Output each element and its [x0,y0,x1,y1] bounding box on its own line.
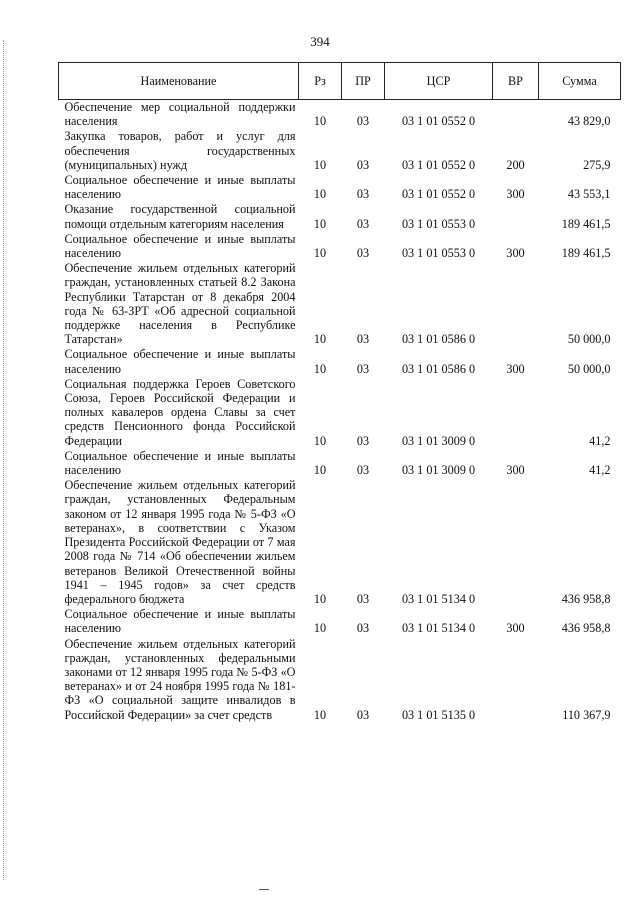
cell-pr: 03 [356,361,370,376]
table-row [59,261,621,347]
cell-vr [493,478,539,607]
cell-csr: 03 1 01 5134 0 [401,621,476,636]
cell-sum: 41,2 [589,433,611,448]
table-body [59,100,621,723]
cell-name: Социальное обеспечение и иные выплаты населению [64,173,296,202]
cell-name: Социальное обеспечение и иные выплаты населению [64,231,296,261]
table-row [59,173,621,202]
cell-pr: 03 [356,187,370,202]
cell-pr: 03 [356,216,370,231]
cell-rz: 10 [313,707,327,722]
cell-vr: 300 [506,187,525,202]
cell-csr: 03 1 01 3009 0 [401,433,476,448]
cell-rz: 10 [313,591,327,606]
cell-name: Закупка товаров, работ и услуг для обеспечения государственных (муниципальных) нужд [64,129,296,172]
cell-sum: 110 367,9 [562,707,611,722]
cell-pr: 03 [356,463,370,478]
cell-sum: 43 829,0 [567,114,611,129]
cell-rz: 10 [313,463,327,478]
table-row [59,637,621,723]
table-row [59,129,621,173]
cell-csr: 03 1 01 0553 0 [401,216,476,231]
cell-sum: 189 461,5 [561,246,611,261]
cell-pr: 03 [356,332,370,347]
table-row [59,377,621,449]
cell-name: Обеспечение жильем отдельных категорий граждан, установленных федеральными законами от 12 января 1995 года № 5-ФЗ «О ветеранах» и от 24 ноября 1995 года № 181-ФЗ «О социальной защите инвалидов в Российской Федерации» за счет средств [64,636,296,722]
header-rz: Рз [299,63,342,100]
cell-vr: 300 [506,463,525,478]
cell-vr [493,637,539,723]
cell-rz: 10 [313,332,327,347]
header-pr: ПР [342,63,385,100]
cell-sum: 275,9 [583,157,611,172]
cell-csr: 03 1 01 0552 0 [401,187,476,202]
header-vr: ВР [493,63,539,100]
header-name: Наименование [59,63,299,100]
cell-rz: 10 [313,621,327,636]
scan-edge-line [3,40,4,880]
table-row [59,607,621,636]
cell-sum: 41,2 [589,463,611,478]
cell-pr: 03 [356,433,370,448]
table-row [59,478,621,607]
cell-csr: 03 1 01 0552 0 [401,157,476,172]
cell-vr: 300 [506,361,525,376]
cell-vr [493,202,539,231]
cell-csr: 03 1 01 0586 0 [401,361,476,376]
table-header [59,63,621,100]
cell-vr [493,100,539,130]
cell-pr: 03 [356,707,370,722]
cell-csr: 03 1 01 3009 0 [401,463,476,478]
cell-csr: 03 1 01 5135 0 [401,707,476,722]
header-sum: Сумма [539,63,621,100]
cell-pr: 03 [356,114,370,129]
cell-rz: 10 [313,216,327,231]
cell-sum: 50 000,0 [567,361,611,376]
cell-pr: 03 [356,246,370,261]
cell-csr: 03 1 01 0552 0 [401,114,476,129]
cell-csr: 03 1 01 5134 0 [401,591,476,606]
table-row [59,232,621,261]
cell-name: Социальное обеспечение и иные выплаты населению [64,607,296,636]
cell-rz: 10 [313,361,327,376]
cell-rz: 10 [313,187,327,202]
cell-sum: 436 958,8 [561,621,611,636]
cell-sum: 50 000,0 [567,332,611,347]
cell-name: Социальное обеспечение и иные выплаты населению [64,347,296,376]
cell-rz: 10 [313,157,327,172]
cell-pr: 03 [356,591,370,606]
cell-vr: 300 [506,246,525,261]
cell-rz: 10 [313,114,327,129]
cell-vr [493,377,539,449]
cell-pr: 03 [356,621,370,636]
cell-vr [493,261,539,347]
cell-rz: 10 [313,433,327,448]
cell-name: Обеспечение жильем отдельных категорий граждан, установленных статьей 8.2 Закона Республики Татарстан от 8 декабря 2004 года № 63-ЗРТ «Об адресной социальной поддержке населения в Республике Татарстан» [64,261,296,347]
cell-sum: 189 461,5 [561,216,611,231]
cell-vr: 200 [506,157,525,172]
table-row [59,100,621,130]
table-row [59,202,621,231]
cell-name: Обеспечение жильем отдельных категорий граждан, установленных Федеральным законом от 12 января 1995 года № 5-ФЗ «О ветеранах», в соответствии с Указом Президента Российской Федерации от 7 мая 2008 года № 714 «Об обеспечении жильем ветеранов Великой Отечественной войны 1941 – 1945 годов» за счет средств федерального бюджета [64,478,296,606]
header-csr: ЦСР [385,63,493,100]
budget-table [58,62,621,723]
cell-rz: 10 [313,246,327,261]
page-number: 394 [310,34,330,49]
cell-name: Социальная поддержка Героев Советского Союза, Героев Российской Федерации и полных кавалеров ордена Славы за счет средств Пенсионного фонда Российской Федерации [64,376,296,448]
cell-pr: 03 [356,157,370,172]
cell-csr: 03 1 01 0586 0 [401,332,476,347]
cell-sum: 43 553,1 [567,187,611,202]
table-row [59,347,621,376]
cell-sum: 436 958,8 [561,591,611,606]
cell-vr: 300 [506,621,525,636]
cell-csr: 03 1 01 0553 0 [401,246,476,261]
bottom-mark [259,889,269,890]
cell-name: Социальное обеспечение и иные выплаты населению [64,448,296,478]
cell-name: Оказание государственной социальной помощи отдельным категориям населения [64,202,296,231]
cell-name: Обеспечение мер социальной поддержки населения [64,100,296,129]
table-row [59,449,621,478]
header-row [59,63,621,100]
